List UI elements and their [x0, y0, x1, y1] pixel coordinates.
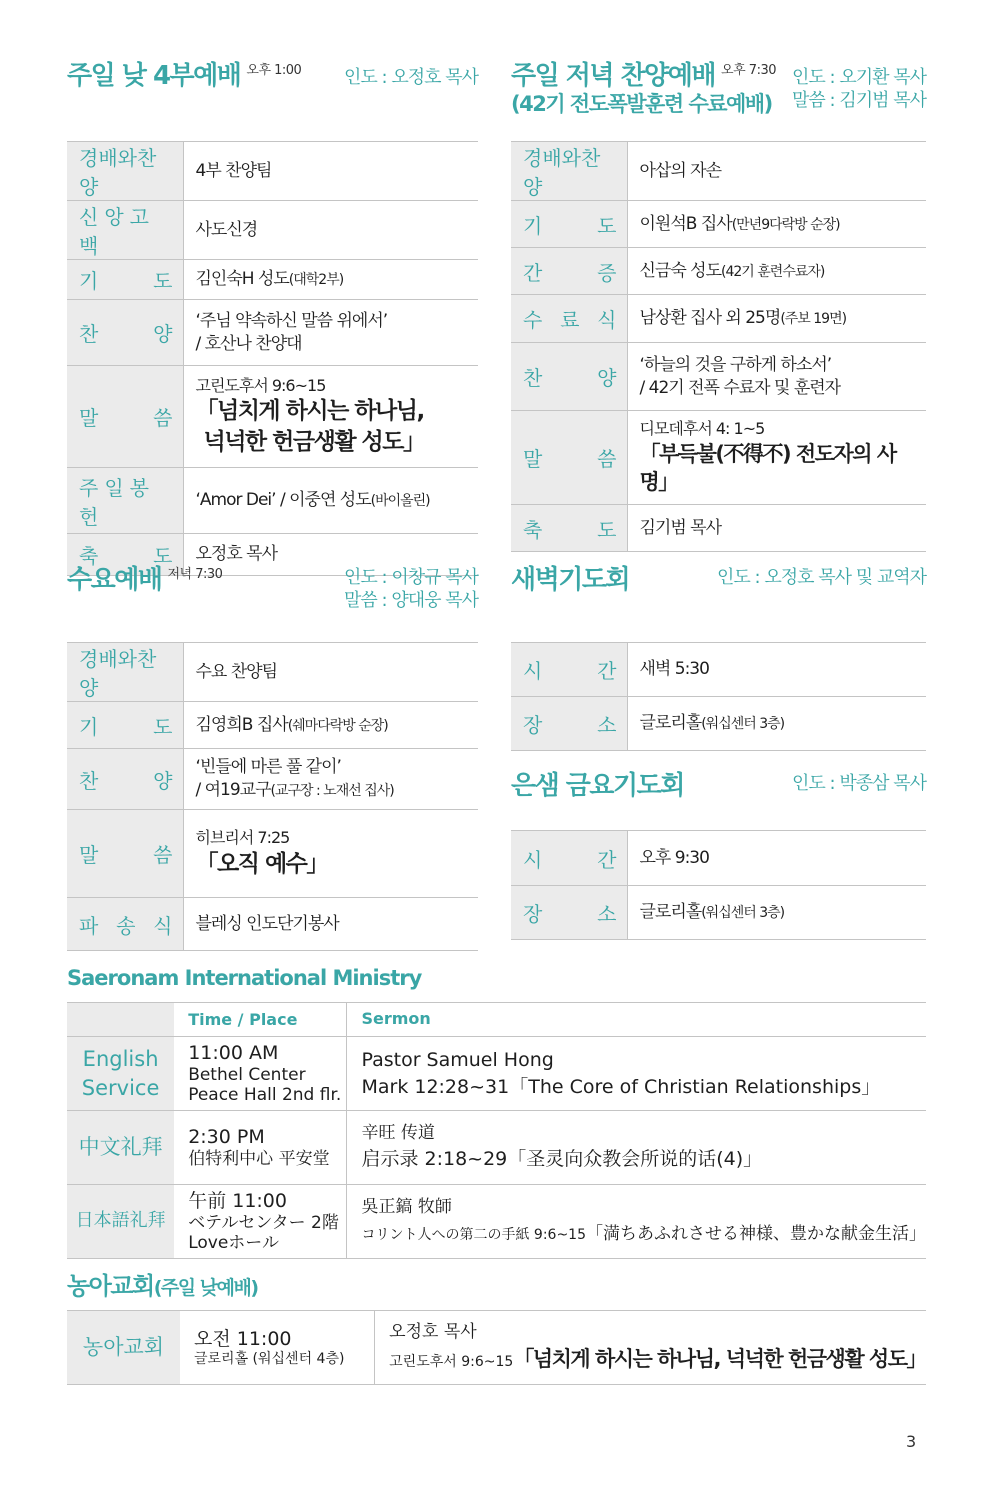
row-sermon: 오정호 목사 고린도후서 9:6~15「넘치게 하시는 하나님, 넉넉한 헌금생활 성도」 — [389, 1321, 926, 1371]
sunday4-header — [67, 62, 478, 132]
row-label: 파 송 식 — [67, 898, 183, 951]
sunday4-title: 주일 낮 4부예배 $^{오후 1:00}$ — [67, 61, 302, 91]
page-number: 3 — [906, 1432, 917, 1451]
table-row — [511, 411, 926, 505]
sermon-title-2: 넉넉한 헌금생활 성도」 — [203, 429, 425, 456]
intl-table — [67, 1002, 926, 1259]
row-label: 中文礼拜 — [67, 1111, 174, 1185]
sunday4-leader: 인도 : 오정호 목사 — [344, 67, 478, 88]
row-time-place: 2:30 PM 伯特利中心 平安堂 — [174, 1111, 347, 1185]
row-label: 시 간 — [511, 831, 627, 886]
row-value — [627, 411, 926, 505]
row-label: 주일봉헌 — [67, 468, 183, 534]
row-label: 말 씀 — [511, 411, 627, 505]
table-row — [511, 505, 926, 552]
friday-header — [511, 772, 926, 812]
table-row — [511, 142, 926, 201]
table-row — [511, 343, 926, 411]
evening-order-table — [511, 141, 926, 552]
wednesday-order-table — [67, 642, 478, 951]
row-label: English Service — [67, 1037, 174, 1111]
scripture-ref: 히브리서 7:25 — [195, 828, 290, 848]
table-row — [67, 468, 478, 534]
table-row — [67, 702, 478, 749]
row-value — [183, 366, 478, 468]
row-label: 시 간 — [511, 643, 627, 697]
table-row — [67, 142, 478, 201]
sermon-title: 「넘치게 하시는 하나님, — [195, 398, 424, 425]
header-empty — [67, 1003, 174, 1037]
row-label: 말 씀 — [67, 810, 183, 898]
row-value: 4부 찬양팀 — [183, 142, 478, 201]
dawn-title: 새벽기도회 — [511, 565, 630, 595]
table-row — [511, 697, 926, 751]
row-label: 찬 양 — [67, 300, 183, 366]
row-sermon: Pastor Samuel Hong Mark 12:28~31「The Core of Christian Relationships」 — [361, 1048, 881, 1098]
row-label: 간 증 — [511, 248, 627, 295]
scripture-ref: 디모데후서 4: 1~5 — [639, 419, 765, 439]
row-label: 기 도 — [67, 260, 183, 300]
dawn-table — [511, 642, 926, 751]
table-row — [511, 248, 926, 295]
friday-leader: 인도 : 박종삼 목사 — [792, 773, 926, 794]
row-label: 기 도 — [511, 201, 627, 248]
row-value: 수요 찬양팀 — [183, 643, 478, 702]
table-row — [67, 366, 478, 468]
row-value: 남상환 집사 외 25명(주보 19면) — [627, 295, 926, 343]
row-value: 블레싱 인도단기봉사 — [183, 898, 478, 951]
row-label: 말 씀 — [67, 366, 183, 468]
row-value: 아삽의 자손 — [627, 142, 926, 201]
row-label: 찬 양 — [67, 749, 183, 810]
table-row — [511, 886, 926, 940]
row-label: 신앙고백 — [67, 201, 183, 260]
row-label: 찬 양 — [511, 343, 627, 411]
wednesday-title: 수요예배 $^{저녁 7:30}$ — [67, 565, 223, 595]
row-label: 장 소 — [511, 886, 627, 940]
intl-title: Saeronam International Ministry — [67, 966, 422, 990]
row-value: ‘빈들에 마른 풀 같이’ / 여19교구(교구장 : 노재선 집사) — [183, 749, 478, 810]
table-row — [67, 810, 478, 898]
row-value: 김기범 목사 — [627, 505, 926, 552]
row-label: 농아교회 — [67, 1311, 180, 1385]
row-value: 이원석B 집사(만년9다락방 순장) — [627, 201, 926, 248]
dawn-header — [511, 566, 926, 606]
evening-time: 오후 7:30 — [721, 63, 776, 78]
row-value: 글로리홀(워십센터 3층) — [627, 886, 926, 940]
row-label: 장 소 — [511, 697, 627, 751]
row-time-place: 11:00 AM Bethel Center Peace Hall 2nd flr. — [174, 1037, 347, 1111]
row-label: 축 도 — [67, 534, 183, 576]
row-time-place: 午前 11:00 ベテルセンター 2階 Loveホール — [174, 1185, 347, 1259]
friday-table — [511, 830, 926, 940]
table-row — [67, 1111, 926, 1185]
row-label: 경배와찬양 — [511, 142, 627, 201]
row-value — [183, 810, 478, 898]
row-label: 기 도 — [67, 702, 183, 749]
wednesday-leaders: 인도 : 이창규 목사 말씀 : 양대웅 목사 — [344, 567, 478, 612]
sermon-title: 「부득불(不得不) 전도자의 사명」 — [639, 441, 896, 495]
table-row — [67, 300, 478, 366]
sunday4-order-table — [67, 141, 478, 576]
row-sermon: 吳正鎬 牧師 コリント人への第二の手紙 9:6~15「満ちあふれさせる神様、豊かな献金生活」 — [361, 1197, 926, 1244]
table-row — [67, 260, 478, 300]
dawn-leader: 인도 : 오정호 목사 및 교역자 — [717, 567, 926, 588]
sermon-title: 「오직 예수」 — [195, 850, 328, 877]
table-header-row — [67, 1003, 926, 1037]
table-row — [67, 749, 478, 810]
deaf-table — [67, 1310, 926, 1385]
row-value: 신금숙 성도(42기 훈련수료자) — [627, 248, 926, 295]
evening-leaders: 인도 : 오기환 목사 말씀 : 김기범 목사 — [792, 67, 926, 112]
table-row — [511, 643, 926, 697]
evening-title: 주일 저녁 찬양예배 $^{오후 7:30}$ — [511, 61, 776, 91]
row-sermon: 辛旺 传道 启示录 2:18~29「圣灵向众教会所说的话(4)」 — [361, 1123, 763, 1171]
row-time-place: 오전 11:00 글로리홀 (워십센터 4층) — [180, 1311, 375, 1385]
table-row — [67, 898, 478, 951]
scripture-ref: 고린도후서 9:6~15 — [195, 375, 326, 395]
table-row — [67, 643, 478, 702]
table-row — [511, 295, 926, 343]
wednesday-time: 저녁 7:30 — [167, 567, 223, 582]
table-row — [67, 1185, 926, 1259]
evening-header — [511, 62, 926, 136]
table-row — [511, 831, 926, 886]
row-label: 日本語礼拜 — [67, 1185, 174, 1259]
row-label: 경배와찬양 — [67, 643, 183, 702]
row-value: 오정호 목사 — [183, 534, 478, 576]
friday-title: 은샘 금요기도회 — [511, 771, 684, 801]
row-label: 축 도 — [511, 505, 627, 552]
evening-subtitle: (42기 전도폭발훈련 수료예배) — [511, 91, 772, 116]
table-row — [67, 1037, 926, 1111]
table-row — [67, 1311, 926, 1385]
deaf-title: 농아교회(주일 낮예배) — [67, 1272, 258, 1300]
row-value: ‘주님 약속하신 말씀 위에서’ / 호산나 찬양대 — [183, 300, 478, 366]
col-time-place: Time / Place — [174, 1003, 347, 1037]
wednesday-header — [67, 566, 478, 626]
col-sermon: Sermon — [361, 1009, 431, 1029]
row-label: 경배와찬양 — [67, 142, 183, 201]
row-value: ‘하늘의 것을 구하게 하소서’ / 42기 전폭 수료자 및 훈련자 — [627, 343, 926, 411]
row-value: 오후 9:30 — [627, 831, 926, 886]
row-value: 새벽 5:30 — [627, 643, 926, 697]
row-value: 김영희B 집사(쉐마다락방 순장) — [183, 702, 478, 749]
table-row — [67, 201, 478, 260]
sunday4-time: 오후 1:00 — [246, 63, 302, 78]
row-value: 사도신경 — [183, 201, 478, 260]
row-label: 수 료 식 — [511, 295, 627, 343]
row-value: ‘Amor Dei’ / 이중연 성도(바이올린) — [183, 468, 478, 534]
table-row — [511, 201, 926, 248]
row-value: 글로리홀(워십센터 3층) — [627, 697, 926, 751]
row-value: 김인숙H 성도(대학2부) — [183, 260, 478, 300]
